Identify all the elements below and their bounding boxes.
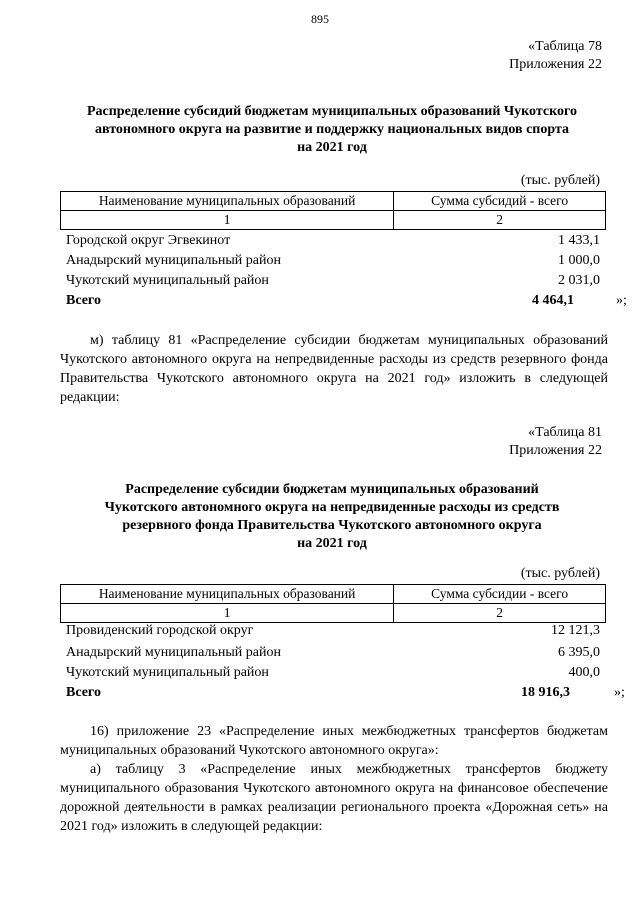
paragraph-m-text: м) таблицу 81 «Распределение субсидии бюджетам муниципальных образований Чукотского автономного округа на непредвиденные расходы из средств резервного фонда Правительства Чукотского автономного округа на 2021 год» изложить в следующей редакции: bbox=[60, 333, 608, 405]
table81-ref-line2: Приложения 22 bbox=[509, 443, 602, 458]
total-closing-quote: »; bbox=[614, 685, 625, 700]
row-value: 2 031,0 bbox=[558, 273, 600, 288]
paragraph-a bbox=[60, 760, 608, 836]
table78-title-line: на 2021 год bbox=[297, 140, 367, 155]
table78-ref-line2: Приложения 22 bbox=[509, 57, 602, 72]
row-name: Чукотский муниципальный район bbox=[66, 273, 269, 288]
table78-header bbox=[60, 191, 606, 230]
table81-col1-number: 1 bbox=[61, 604, 394, 623]
total-label: Всего bbox=[66, 293, 101, 308]
row-value: 12 121,3 bbox=[551, 623, 600, 638]
total-label: Всего bbox=[66, 685, 101, 700]
row-value: 1 433,1 bbox=[558, 233, 600, 248]
table81-col2-number: 2 bbox=[394, 604, 606, 623]
table-row bbox=[66, 644, 606, 662]
table78-reference bbox=[509, 38, 602, 74]
paragraph-m bbox=[60, 331, 608, 407]
table81-reference bbox=[509, 424, 602, 460]
table81-header bbox=[60, 584, 606, 623]
table78-total-row bbox=[66, 292, 627, 310]
table81-title-line: на 2021 год bbox=[297, 536, 367, 551]
paragraph-16-text: 16) приложение 23 «Распределение иных межбюджетных трансфертов бюджетам муниципальных образований Чукотского автономного округа»: bbox=[60, 724, 608, 758]
table81-col1-header: Наименование муниципальных образований bbox=[61, 585, 394, 604]
table81-unit: (тыс. рублей) bbox=[520, 566, 600, 581]
table78-title-line: Распределение субсидий бюджетам муниципальных образований Чукотского bbox=[86, 104, 578, 119]
table81-title-line: Распределение субсидии бюджетам муниципальных образований bbox=[125, 482, 539, 497]
row-value: 1 000,0 bbox=[558, 253, 600, 268]
table-row bbox=[66, 232, 606, 250]
table78-title bbox=[62, 103, 602, 157]
table78-title-line: автономного округа на развитие и поддержку национальных видов спорта bbox=[94, 122, 569, 137]
table-row bbox=[66, 622, 606, 640]
table78-col1-number: 1 bbox=[61, 211, 394, 230]
table78-unit: (тыс. рублей) bbox=[520, 173, 600, 188]
row-name: Чукотский муниципальный район bbox=[66, 665, 269, 680]
table78-ref-line1: «Таблица 78 bbox=[528, 39, 602, 54]
row-name: Городской округ Эгвекинот bbox=[66, 233, 231, 248]
table-row bbox=[66, 664, 606, 682]
table-row bbox=[66, 252, 606, 270]
row-name: Анадырский муниципальный район bbox=[66, 645, 281, 660]
table81-col2-header: Сумма субсидии - всего bbox=[394, 585, 606, 604]
paragraph-16 bbox=[60, 722, 608, 760]
row-name: Провиденский городской округ bbox=[66, 623, 254, 638]
page-number: 895 bbox=[311, 12, 329, 26]
table78-col2-number: 2 bbox=[394, 211, 606, 230]
table81-title-line: резервного фонда Правительства Чукотского автономного округа bbox=[122, 518, 542, 533]
row-value: 400,0 bbox=[568, 665, 600, 680]
total-value: 18 916,3 bbox=[521, 685, 570, 700]
table81-title bbox=[62, 481, 602, 553]
paragraph-a-text: а) таблицу 3 «Распределение иных межбюджетных трансфертов бюджету муниципального образования Чукотского автономного округа на финансовое обеспечение дорожной деятельности в рамках реализации регионального проекта «Дорожная сеть» на 2021 год» изложить в следующей редакции: bbox=[60, 762, 608, 834]
table81-ref-line1: «Таблица 81 bbox=[528, 425, 602, 440]
table81-title-line: Чукотского автономного округа на непредвиденные расходы из средств bbox=[104, 500, 560, 515]
table78-col2-header: Сумма субсидий - всего bbox=[394, 192, 606, 211]
row-value: 6 395,0 bbox=[558, 645, 600, 660]
table-row bbox=[66, 272, 606, 290]
row-name: Анадырский муниципальный район bbox=[66, 253, 281, 268]
total-value: 4 464,1 bbox=[532, 293, 574, 308]
table81-total-row bbox=[66, 684, 625, 702]
table78-col1-header: Наименование муниципальных образований bbox=[61, 192, 394, 211]
total-closing-quote: »; bbox=[616, 293, 627, 308]
